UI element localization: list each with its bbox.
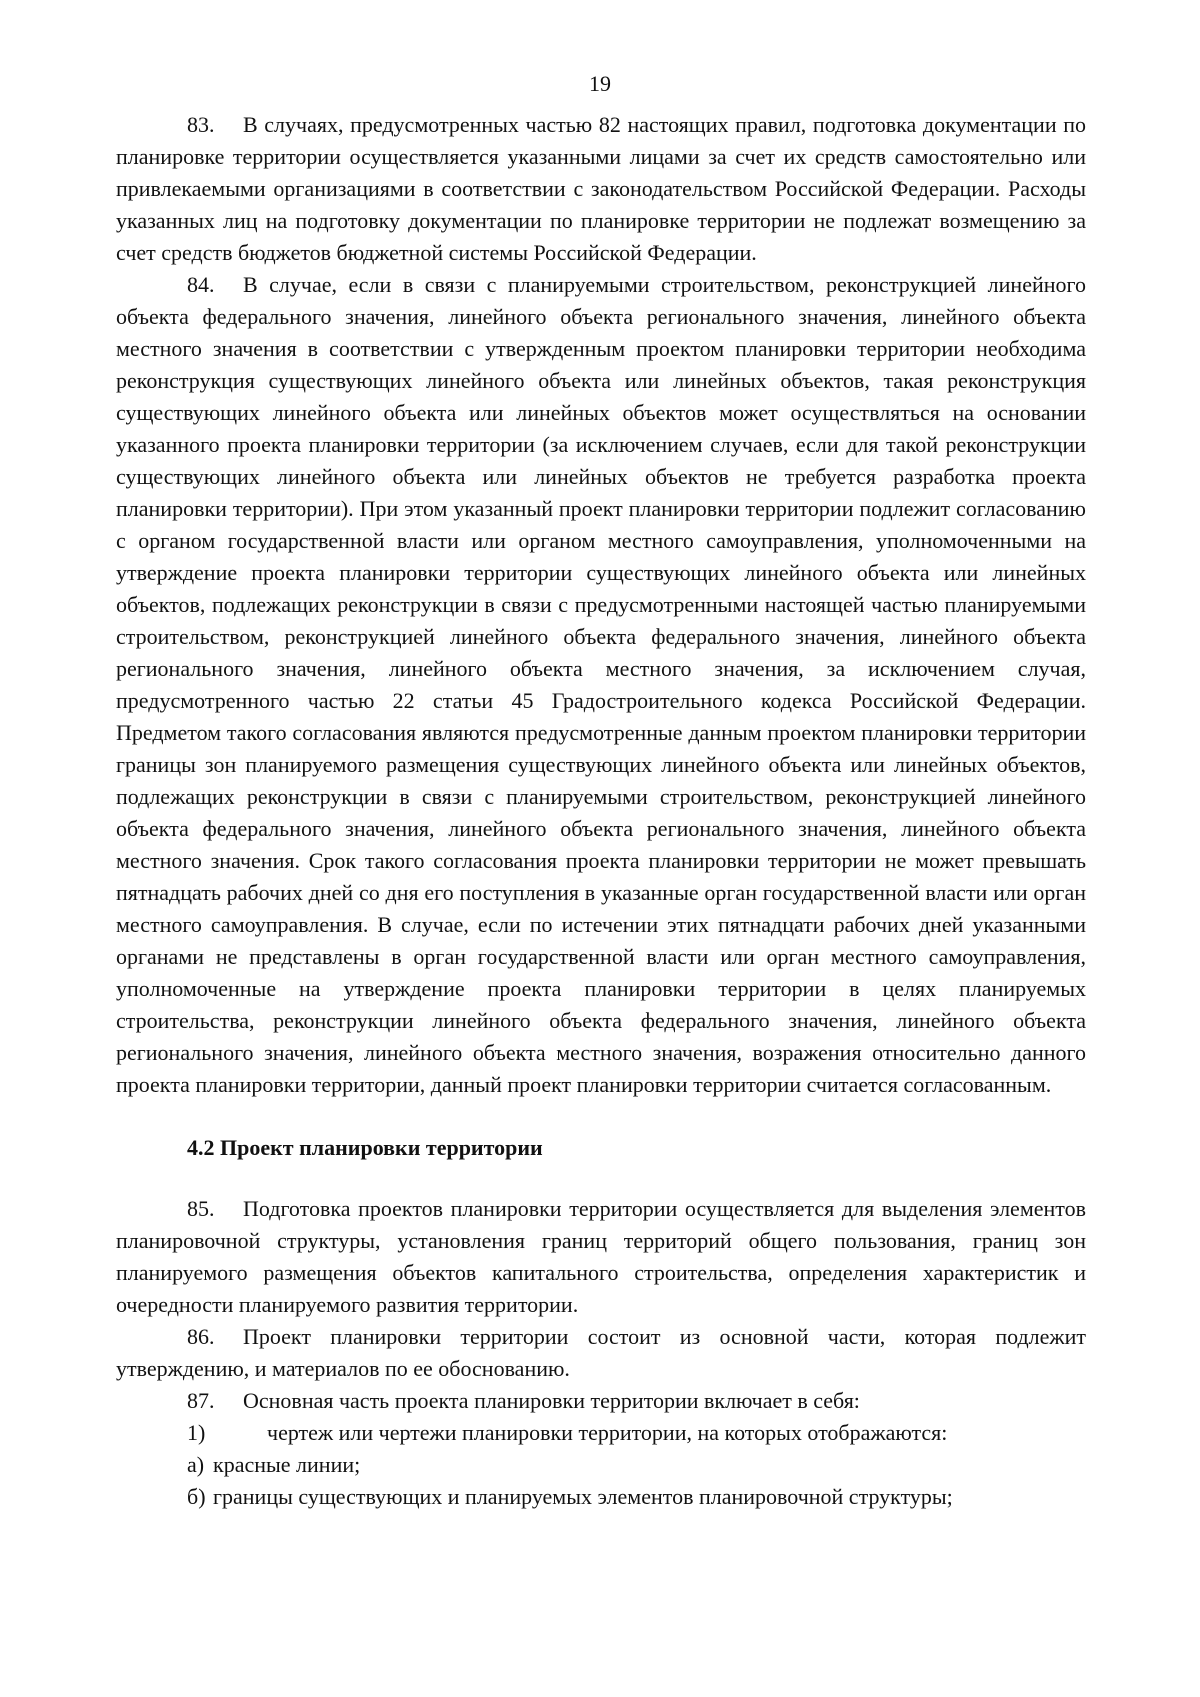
paragraph-text: Проект планировки территории состоит из основной части, которая подлежит утверждению, и материалов по ее обоснованию.	[116, 1324, 1086, 1381]
list-subitem-b	[116, 1481, 1086, 1513]
list-item-text: границы существующих и планируемых элементов планировочной структуры;	[213, 1484, 953, 1509]
paragraph-text: Основная часть проекта планировки территории включает в себя:	[243, 1388, 860, 1413]
paragraph-number: 85.	[187, 1196, 215, 1221]
list-item-text: красные линии;	[213, 1452, 361, 1477]
list-marker: а)	[187, 1452, 205, 1477]
paragraph-text: В случае, если в связи с планируемыми строительством, реконструкцией линейного объекта федерального значения, линейного объекта регионального значения, линейного объекта местного значения в соответствии с утвержденным проектом планировки территории необходима реконструкция существующих линейного объекта или линейных объектов, такая реконструкция существующих линейного объекта или линейных объектов может осуществляться на основании указанного проекта планировки территории (за исключением случаев, если для такой реконструкции существующих линейного объекта или линейных объектов не требуется разработка проекта планировки территории). При этом указанный проект планировки территории подлежит согласованию с органом государственной власти или органом местного самоуправления, уполномоченными на утверждение проекта планировки территории существующих линейного объекта или линейных объектов, подлежащих реконструкции в связи с предусмотренными настоящей частью планируемыми строительством, реконструкцией линейного объекта федерального значения, линейного объекта регионального значения, линейного объекта местного значения, за исключением случая, предусмотренного частью 22 статьи 45 Градостроительного кодекса Российской Федерации. Предметом такого согласования являются предусмотренные данным проектом планировки территории границы зон планируемого размещения существующих линейного объекта или линейных объектов, подлежащих реконструкции в связи с планируемыми строительством, реконструкцией линейного объекта федерального значения, линейного объекта регионального значения, линейного объекта местного значения. Срок такого согласования проекта планировки территории не может превышать пятнадцать рабочих дней со дня его поступления в указанные орган государственной власти или орган местного самоуправления. В случае, если по истечении этих пятнадцати рабочих дней указанными органами не представлены в орган государственной власти или орган местного самоуправления, уполномоченные на утверждение проекта планировки территории в целях планируемых строительства, реконструкции линейного объекта федерального значения, линейного объекта регионального значения, линейного объекта местного значения, возражения относительно данного проекта планировки территории, данный проект планировки территории считается согласованным.	[116, 272, 1086, 1097]
paragraph-86	[116, 1321, 1086, 1385]
paragraph-text: Подготовка проектов планировки территории осуществляется для выделения элементов планировочной структуры, установления границ территорий общего пользования, границ зон планируемого размещения объектов капитального строительства, определения характеристик и очередности планируемого развития территории.	[116, 1196, 1086, 1317]
list-item-1	[116, 1417, 1086, 1449]
paragraph-83	[116, 109, 1086, 269]
list-marker: 1)	[187, 1420, 206, 1445]
document-body	[116, 109, 1086, 1513]
paragraph-text: В случаях, предусмотренных частью 82 настоящих правил, подготовка документации по планировке территории осуществляется указанными лицами за счет их средств самостоятельно или привлекаемыми организациями в соответствии с законодательством Российской Федерации. Расходы указанных лиц на подготовку документации по планировке территории не подлежат возмещению за счет средств бюджетов бюджетной системы Российской Федерации.	[116, 112, 1086, 265]
list-item-text: чертеж или чертежи планировки территории, на которых отображаются:	[267, 1420, 948, 1445]
paragraph-number: 87.	[187, 1388, 215, 1413]
paragraph-85	[116, 1193, 1086, 1321]
paragraph-number: 83.	[187, 112, 215, 137]
section-heading: 4.2 Проект планировки территории	[187, 1135, 543, 1160]
list-subitem-a	[116, 1449, 1086, 1481]
paragraph-84	[116, 269, 1086, 1101]
list-marker: б)	[187, 1484, 206, 1509]
paragraph-number: 84.	[187, 272, 215, 297]
paragraph-number: 86.	[187, 1324, 215, 1349]
paragraph-87	[116, 1385, 1086, 1417]
page-number: 19	[589, 71, 611, 96]
